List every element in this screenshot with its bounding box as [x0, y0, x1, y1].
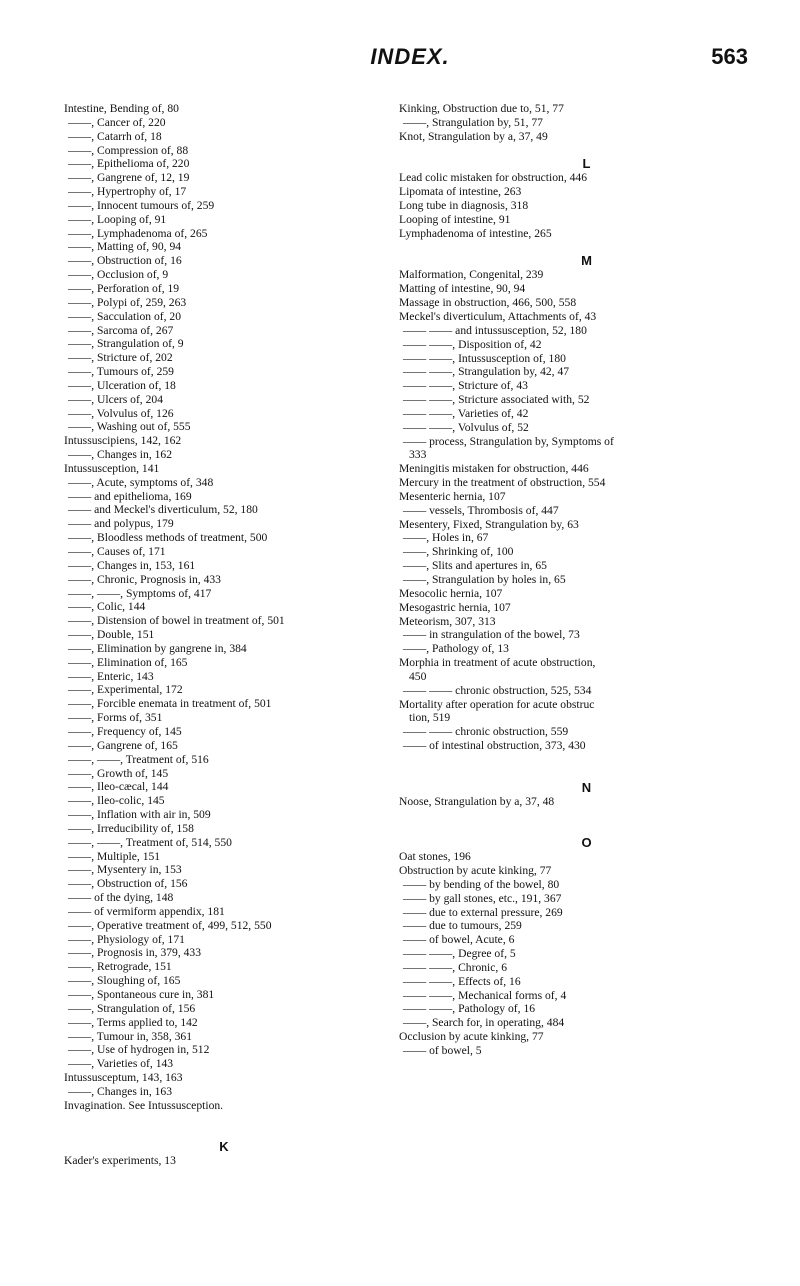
index-subentry: ——, Catarrh of, 18 — [68, 129, 162, 143]
index-entry: Kader's experiments, 13 — [64, 1154, 176, 1168]
section-letter-heading: M — [581, 253, 592, 269]
index-entry: Mesogastric hernia, 107 — [399, 600, 511, 614]
index-subentry: ——, Enteric, 143 — [68, 669, 154, 683]
index-subentry: ——, ——, Treatment of, 516 — [68, 752, 209, 766]
index-subentry: ——, Changes in, 162 — [68, 448, 173, 462]
index-subentry: —— ——, Volvulus of, 52 — [403, 420, 529, 434]
index-subentry: ——, Inflation with air in, 509 — [68, 808, 211, 822]
index-subentry: ——, Strangulation by, 51, 77 — [403, 115, 543, 129]
index-column-right — [399, 102, 774, 1058]
index-subentry: ——, Matting of, 90, 94 — [68, 240, 182, 254]
index-subentry: ——, Obstruction of, 156 — [68, 877, 188, 891]
index-subentry: ——, Elimination of, 165 — [68, 655, 188, 669]
section-letter-heading: L — [582, 156, 591, 172]
index-entry: Looping of intestine, 91 — [399, 212, 511, 226]
index-subentry: ——, Changes in, 153, 161 — [68, 558, 196, 572]
index-entry: Noose, Strangulation by a, 37, 48 — [399, 794, 555, 808]
index-subentry: ——, Experimental, 172 — [68, 683, 183, 697]
index-entry: Morphia in treatment of acute obstruction, — [399, 656, 596, 670]
index-subentry: ——, Compression of, 88 — [68, 143, 189, 157]
index-subentry: ——, Mysentery in, 153 — [68, 863, 182, 877]
index-subentry: —— ——, Pathology of, 16 — [403, 1002, 536, 1016]
index-subentry: ——, Multiple, 151 — [68, 849, 161, 863]
index-subentry: —— of intestinal obstruction, 373, 430 — [403, 739, 586, 753]
index-entry: Meteorism, 307, 313 — [399, 614, 496, 628]
index-subentry: —— ——, Intussusception of, 180 — [403, 351, 566, 365]
index-subentry: ——, Tumour in, 358, 361 — [68, 1029, 193, 1043]
page-title: INDEX. — [370, 44, 450, 69]
index-subentry: ——, Growth of, 145 — [68, 766, 169, 780]
index-entry: Intussusceptum, 143, 163 — [64, 1071, 183, 1085]
index-subentry: ——, Gangrene of, 165 — [68, 738, 178, 752]
index-entry: Kinking, Obstruction due to, 51, 77 — [399, 102, 564, 115]
index-subentry: ——, Prognosis in, 379, 433 — [68, 946, 202, 960]
index-subentry: —— ——, Stricture associated with, 52 — [403, 393, 590, 407]
section-letter-heading: O — [581, 835, 592, 851]
index-entry: Mercury in the treatment of obstruction, 554 — [399, 476, 606, 490]
blank-line — [64, 1113, 384, 1127]
index-entry: Lead colic mistaken for obstruction, 446 — [399, 171, 588, 185]
blank-line — [399, 753, 774, 767]
index-subentry: —— ——, Strangulation by, 42, 47 — [403, 365, 570, 379]
index-entry: Mesenteric hernia, 107 — [399, 489, 506, 503]
index-subentry: 333 — [409, 448, 427, 462]
index-subentry: ——, Sarcoma of, 267 — [68, 323, 174, 337]
index-entry: Knot, Strangulation by a, 37, 49 — [399, 129, 548, 143]
index-subentry: ——, Search for, in operating, 484 — [403, 1016, 565, 1030]
index-subentry: ——, Sacculation of, 20 — [68, 309, 182, 323]
page-header — [60, 44, 760, 74]
index-entry: Meckel's diverticulum, Attachments of, 43 — [399, 309, 597, 323]
index-subentry: ——, Shrinking of, 100 — [403, 545, 514, 559]
index-subentry: ——, Strangulation of, 156 — [68, 1001, 196, 1015]
blank-line — [64, 1126, 384, 1140]
index-subentry: ——, Distension of bowel in treatment of, 501 — [68, 614, 285, 628]
index-entry: Long tube in diagnosis, 318 — [399, 199, 529, 213]
index-subentry: ——, Strangulation of, 9 — [68, 337, 184, 351]
index-subentry: ——, ——, Treatment of, 514, 550 — [68, 835, 232, 849]
index-entry: Mesocolic hernia, 107 — [399, 586, 503, 600]
index-subentry: —— in strangulation of the bowel, 73 — [403, 628, 580, 642]
index-subentry: ——, Innocent tumours of, 259 — [68, 198, 215, 212]
index-subentry: ——, Pathology of, 13 — [403, 642, 509, 656]
index-subentry: ——, Ulceration of, 18 — [68, 378, 176, 392]
index-subentry: ——, Acute, symptoms of, 348 — [68, 475, 214, 489]
index-subentry: ——, Causes of, 171 — [68, 545, 166, 558]
index-subentry: ——, Retrograde, 151 — [68, 960, 172, 974]
index-subentry: —— of bowel, Acute, 6 — [403, 933, 515, 947]
index-subentry: —— by bending of the bowel, 80 — [403, 877, 560, 891]
index-subentry: ——, Washing out of, 555 — [68, 420, 191, 434]
index-subentry: ——, Epithelioma of, 220 — [68, 157, 190, 171]
index-subentry: ——, Ulcers of, 204 — [68, 392, 163, 406]
index-entry: Mesentery, Fixed, Strangulation by, 63 — [399, 517, 579, 531]
index-entry: Invagination. See Intussusception. — [64, 1098, 224, 1112]
index-subentry: ——, Forms of, 351 — [68, 711, 163, 725]
index-subentry: ——, Perforation of, 19 — [68, 281, 180, 295]
index-entry: Oat stones, 196 — [399, 850, 471, 864]
index-subentry: —— and polypus, 179 — [68, 517, 174, 531]
index-subentry: ——, Gangrene of, 12, 19 — [68, 171, 190, 185]
blank-line — [399, 809, 774, 823]
section-letter-heading: N — [581, 779, 592, 795]
index-subentry: ——, Bloodless methods of treatment, 500 — [68, 531, 268, 545]
index-subentry: ——, Occlusion of, 9 — [68, 268, 169, 282]
index-subentry: ——, Obstruction of, 16 — [68, 254, 182, 268]
index-entry: Occlusion by acute kinking, 77 — [399, 1030, 544, 1044]
index-subentry: ——, Strangulation by holes in, 65 — [403, 573, 566, 586]
index-entry: Intestine, Bending of, 80 — [64, 102, 179, 115]
index-subentry: ——, Tumours of, 259 — [68, 365, 174, 379]
index-subentry: —— ——, Varieties of, 42 — [403, 406, 529, 420]
index-subentry: —— of vermiform appendix, 181 — [68, 904, 225, 918]
blank-line — [399, 822, 774, 836]
index-subentry: —— ——, Effects of, 16 — [403, 974, 521, 988]
index-subentry: —— vessels, Thrombosis of, 447 — [403, 503, 559, 517]
index-subentry: ——, Ileo-colic, 145 — [68, 794, 165, 808]
index-subentry: ——, Elimination by gangrene in, 384 — [68, 641, 247, 655]
blank-line — [399, 241, 774, 255]
index-subentry: —— due to external pressure, 269 — [403, 905, 563, 919]
index-subentry: —— —— and intussusception, 52, 180 — [403, 323, 587, 337]
index-subentry: ——, Colic, 144 — [68, 600, 146, 614]
index-subentry: —— and epithelioma, 169 — [68, 489, 192, 503]
index-subentry: ——, Terms applied to, 142 — [68, 1015, 198, 1029]
index-subentry: —— ——, Disposition of, 42 — [403, 337, 542, 351]
blank-line — [399, 767, 774, 781]
index-entry: Mortality after operation for acute obstruc — [399, 697, 595, 711]
index-subentry: ——, Use of hydrogen in, 512 — [68, 1043, 210, 1057]
index-subentry: —— due to tumours, 259 — [403, 919, 522, 933]
index-subentry: ——, Operative treatment of, 499, 512, 550 — [68, 918, 272, 932]
index-subentry: ——, Lymphadenoma of, 265 — [68, 226, 208, 240]
index-subentry: ——, Frequency of, 145 — [68, 724, 182, 738]
index-subentry: —— ——, Chronic, 6 — [403, 960, 508, 974]
index-subentry: —— —— chronic obstruction, 525, 534 — [403, 683, 592, 697]
index-subentry: —— ——, Mechanical forms of, 4 — [403, 988, 567, 1002]
index-subentry: ——, ——, Symptoms of, 417 — [68, 586, 212, 600]
index-subentry: ——, Chronic, Prognosis in, 433 — [68, 572, 221, 586]
index-subentry: ——, Slits and apertures in, 65 — [403, 559, 547, 573]
index-subentry: —— of bowel, 5 — [403, 1044, 482, 1057]
index-subentry: ——, Hypertrophy of, 17 — [68, 185, 187, 199]
index-subentry: ——, Cancer of, 220 — [68, 115, 166, 129]
index-subentry: 450 — [409, 669, 427, 683]
index-subentry: ——, Ileo-cæcal, 144 — [68, 780, 169, 794]
index-entry: Lymphadenoma of intestine, 265 — [399, 226, 552, 240]
index-subentry: tion, 519 — [409, 711, 451, 725]
index-subentry: ——, Physiology of, 171 — [68, 932, 185, 946]
blank-line — [399, 144, 774, 158]
index-subentry: ——, Spontaneous cure in, 381 — [68, 988, 215, 1001]
index-entry: Matting of intestine, 90, 94 — [399, 282, 526, 296]
index-subentry: —— process, Strangulation by, Symptoms of — [403, 434, 614, 448]
index-subentry: —— —— chronic obstruction, 559 — [403, 725, 569, 739]
index-subentry: —— ——, Degree of, 5 — [403, 947, 516, 961]
index-entry: Meningitis mistaken for obstruction, 446 — [399, 462, 589, 476]
index-subentry: ——, Volvulus of, 126 — [68, 406, 174, 420]
index-subentry: ——, Looping of, 91 — [68, 212, 167, 226]
index-subentry: ——, Irreducibility of, 158 — [68, 821, 194, 835]
index-subentry: ——, Sloughing of, 165 — [68, 974, 181, 988]
index-entry: Massage in obstruction, 466, 500, 558 — [399, 296, 577, 310]
page-number: 563 — [711, 44, 748, 69]
index-subentry: ——, Holes in, 67 — [403, 531, 489, 545]
index-subentry: ——, Forcible enemata in treatment of, 501 — [68, 697, 272, 711]
index-subentry: ——, Stricture of, 202 — [68, 351, 173, 365]
index-entry: Lipomata of intestine, 263 — [399, 185, 522, 199]
index-subentry: ——, Varieties of, 143 — [68, 1057, 174, 1071]
index-entry: Intussuscipiens, 142, 162 — [64, 434, 182, 448]
index-column-left — [64, 102, 384, 1168]
index-subentry: —— of the dying, 148 — [68, 891, 174, 905]
index-subentry: ——, Polypi of, 259, 263 — [68, 295, 187, 309]
index-entry: Obstruction by acute kinking, 77 — [399, 864, 552, 878]
index-subentry: ——, Double, 151 — [68, 628, 155, 642]
section-letter-heading: K — [219, 1139, 229, 1155]
index-subentry: —— by gall stones, etc., 191, 367 — [403, 891, 562, 905]
index-entry: Malformation, Congenital, 239 — [399, 268, 544, 282]
index-subentry: —— ——, Stricture of, 43 — [403, 379, 528, 393]
index-entry: Intussusception, 141 — [64, 461, 160, 475]
index-subentry: —— and Meckel's diverticulum, 52, 180 — [68, 503, 258, 517]
index-subentry: ——, Changes in, 163 — [68, 1084, 173, 1098]
